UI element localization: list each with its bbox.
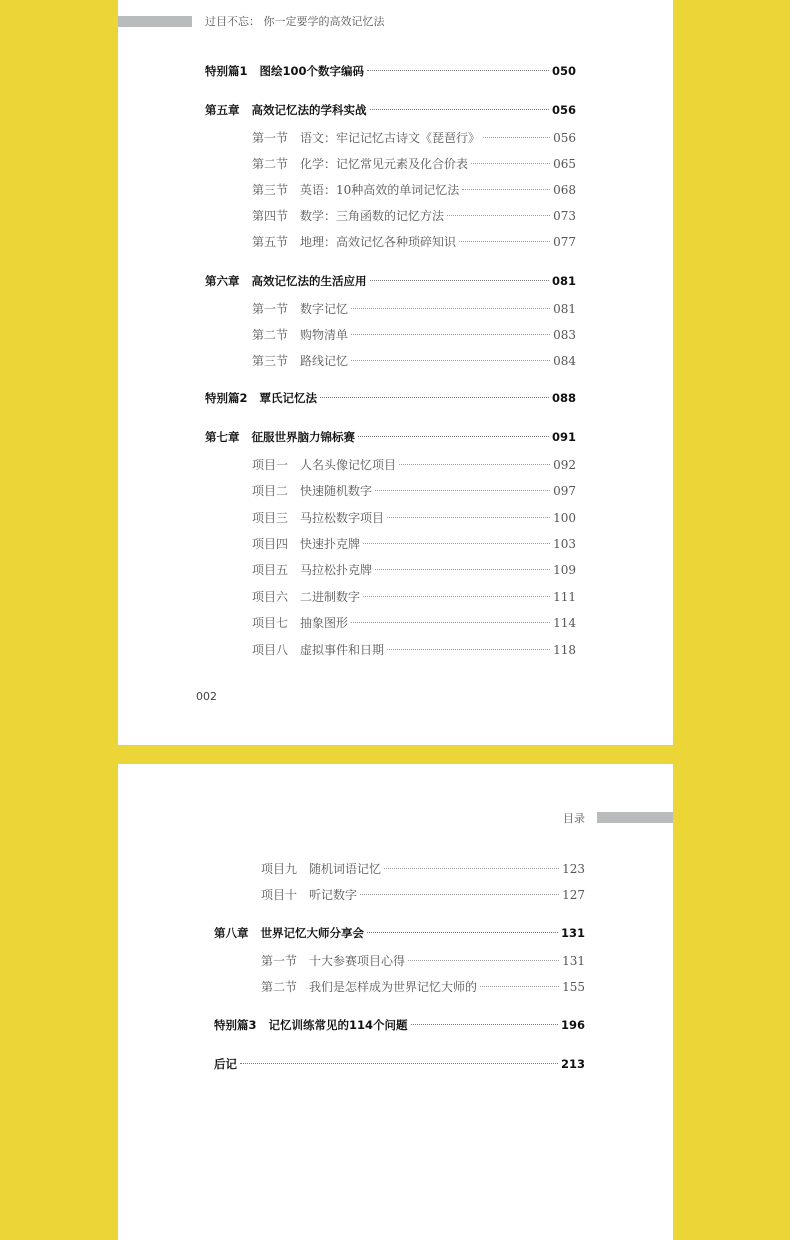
toc-chapter-row bbox=[205, 102, 576, 118]
toc-entry-page: 196 bbox=[560, 1018, 585, 1032]
toc-section-row bbox=[261, 886, 585, 903]
toc-page-right bbox=[118, 764, 673, 1240]
toc-entry-title: 虚拟事件和日期 bbox=[300, 643, 385, 657]
toc-section-row bbox=[252, 207, 576, 224]
toc-section-row bbox=[252, 233, 576, 250]
dot-leader bbox=[408, 960, 559, 961]
toc-entry-title: 马拉松数字项目 bbox=[300, 511, 385, 525]
toc-entry-label: 第一节 bbox=[252, 302, 289, 316]
dot-leader bbox=[411, 1024, 558, 1025]
dot-leader bbox=[351, 334, 550, 335]
toc-section-row bbox=[252, 588, 576, 605]
toc-section-row bbox=[252, 535, 576, 552]
toc-entry-label: 项目二 bbox=[252, 484, 289, 498]
toc-chapter-row bbox=[205, 63, 576, 79]
toc-entry-page: 123 bbox=[562, 862, 585, 876]
toc-section-row bbox=[252, 300, 576, 317]
dot-leader bbox=[360, 894, 559, 895]
toc-entry-label: 第一节 bbox=[252, 131, 289, 145]
toc-section-row bbox=[261, 978, 585, 995]
dot-leader bbox=[399, 464, 550, 465]
toc-entry-title: 覃氏记忆法 bbox=[259, 391, 318, 405]
toc-entry-title: 马拉松扑克牌 bbox=[300, 563, 373, 577]
toc-entry-title: 高效记忆法的生活应用 bbox=[251, 274, 367, 288]
toc-chapter-row bbox=[214, 925, 585, 941]
toc-entry-title: 记忆训练常见的114个问题 bbox=[268, 1018, 408, 1032]
toc-section-row bbox=[252, 509, 576, 526]
toc-entry-title: 十大参赛项目心得 bbox=[309, 954, 406, 968]
toc-chapter-row bbox=[214, 1056, 585, 1072]
toc-entry-title: 高效记忆法的学科实战 bbox=[251, 103, 367, 117]
toc-entry-label: 特别篇2 bbox=[205, 391, 248, 405]
dot-leader bbox=[384, 868, 559, 869]
toc-entry-page: 131 bbox=[560, 926, 585, 940]
dot-leader bbox=[483, 137, 550, 138]
toc-entry-page: 077 bbox=[553, 235, 576, 249]
dot-leader bbox=[367, 932, 558, 933]
toc-entry-page: 097 bbox=[553, 484, 576, 498]
dot-leader bbox=[480, 986, 559, 987]
toc-entry-title: 路线记忆 bbox=[300, 354, 349, 368]
dot-leader bbox=[471, 163, 550, 164]
toc-entry-label: 第三节 bbox=[252, 183, 289, 197]
toc-section-row bbox=[261, 860, 585, 877]
toc-entry-label: 项目四 bbox=[252, 537, 289, 551]
toc-entry-page: 056 bbox=[551, 103, 576, 117]
page-number: 002 bbox=[196, 690, 217, 703]
dot-leader bbox=[462, 189, 550, 190]
toc-entry-label: 项目一 bbox=[252, 458, 289, 472]
toc-entry-label: 第五章 bbox=[205, 103, 240, 117]
toc-section-row bbox=[252, 129, 576, 146]
toc-entry-label: 第二节 bbox=[252, 157, 289, 171]
toc-entry-page: 081 bbox=[553, 302, 576, 316]
toc-entry-label: 第七章 bbox=[205, 430, 240, 444]
toc-entry-title: 征服世界脑力锦标赛 bbox=[251, 430, 355, 444]
toc-entry-title: 化学：记忆常见元素及化合价表 bbox=[300, 157, 469, 171]
toc-entry-page: 111 bbox=[553, 590, 576, 604]
toc-entry-label: 第二节 bbox=[252, 328, 289, 342]
toc-entry-page: 083 bbox=[553, 328, 576, 342]
dot-leader bbox=[351, 360, 550, 361]
toc-entry-label: 特别篇3 bbox=[214, 1018, 257, 1032]
toc-entry-label: 第二节 bbox=[261, 980, 298, 994]
dot-leader bbox=[459, 241, 550, 242]
dot-leader bbox=[367, 70, 549, 71]
toc-entry-page: 065 bbox=[553, 157, 576, 171]
toc-entry-page: 118 bbox=[553, 643, 576, 657]
dot-leader bbox=[363, 543, 550, 544]
toc-entry-title: 快速随机数字 bbox=[300, 484, 373, 498]
toc-entry-label: 第一节 bbox=[261, 954, 298, 968]
toc-entry-title: 数字记忆 bbox=[300, 302, 349, 316]
toc-chapter-row bbox=[205, 429, 576, 445]
toc-section-row bbox=[252, 614, 576, 631]
toc-section-row bbox=[252, 155, 576, 172]
dot-leader bbox=[240, 1063, 558, 1064]
toc-entry-title: 我们是怎样成为世界记忆大师的 bbox=[309, 980, 478, 994]
toc-chapter-row bbox=[214, 1017, 585, 1033]
toc-section-row bbox=[261, 952, 585, 969]
dot-leader bbox=[387, 517, 550, 518]
toc-entry-page: 050 bbox=[551, 64, 576, 78]
toc-entry-page: 100 bbox=[553, 511, 576, 525]
toc-section-row bbox=[252, 181, 576, 198]
dot-leader bbox=[370, 109, 549, 110]
toc-entry-label: 项目十 bbox=[261, 888, 298, 902]
toc-entry-page: 114 bbox=[553, 616, 576, 630]
toc-entry-label: 项目三 bbox=[252, 511, 289, 525]
toc-entry-title: 快速扑克牌 bbox=[300, 537, 361, 551]
toc-section-row bbox=[252, 482, 576, 499]
header-bar bbox=[597, 812, 673, 823]
running-header: 目录 bbox=[563, 812, 585, 825]
dot-leader bbox=[375, 569, 550, 570]
toc-section-row bbox=[252, 641, 576, 658]
toc-entry-page: 081 bbox=[551, 274, 576, 288]
toc-entry-page: 084 bbox=[553, 354, 576, 368]
running-header: 过目不忘： 你一定要学的高效记忆法 bbox=[205, 15, 385, 28]
toc-entry-page: 155 bbox=[562, 980, 585, 994]
toc-chapter-row bbox=[205, 390, 576, 406]
toc-entry-page: 131 bbox=[562, 954, 585, 968]
toc-entry-label: 后记 bbox=[214, 1057, 237, 1071]
dot-leader bbox=[447, 215, 550, 216]
toc-entry-title: 随机词语记忆 bbox=[309, 862, 382, 876]
toc-entry-label: 第四节 bbox=[252, 209, 289, 223]
dot-leader bbox=[375, 490, 550, 491]
toc-chapter-row bbox=[205, 273, 576, 289]
toc-entry-label: 第六章 bbox=[205, 274, 240, 288]
toc-entry-label: 项目七 bbox=[252, 616, 289, 630]
toc-entry-page: 068 bbox=[553, 183, 576, 197]
dot-leader bbox=[358, 436, 549, 437]
toc-entry-title: 图绘100个数字编码 bbox=[259, 64, 365, 78]
toc-entry-page: 103 bbox=[553, 537, 576, 551]
toc-entry-title: 二进制数字 bbox=[300, 590, 361, 604]
toc-section-row bbox=[252, 352, 576, 369]
toc-entry-label: 第五节 bbox=[252, 235, 289, 249]
toc-entry-label: 项目六 bbox=[252, 590, 289, 604]
toc-entry-page: 213 bbox=[560, 1057, 585, 1071]
toc-entry-page: 109 bbox=[553, 563, 576, 577]
toc-page-left bbox=[118, 0, 673, 745]
dot-leader bbox=[387, 649, 550, 650]
toc-entry-title: 人名头像记忆项目 bbox=[300, 458, 397, 472]
toc-entry-label: 第三节 bbox=[252, 354, 289, 368]
toc-entry-page: 088 bbox=[551, 391, 576, 405]
toc-entry-title: 英语：10种高效的单词记忆法 bbox=[300, 183, 460, 197]
dot-leader bbox=[351, 308, 550, 309]
toc-entry-page: 127 bbox=[562, 888, 585, 902]
toc-section-row bbox=[252, 326, 576, 343]
dot-leader bbox=[363, 596, 550, 597]
toc-entry-title: 听记数字 bbox=[309, 888, 358, 902]
toc-entry-label: 项目五 bbox=[252, 563, 289, 577]
toc-entry-page: 092 bbox=[553, 458, 576, 472]
toc-entry-title: 数学：三角函数的记忆方法 bbox=[300, 209, 445, 223]
toc-entry-title: 购物清单 bbox=[300, 328, 349, 342]
toc-entry-label: 项目八 bbox=[252, 643, 289, 657]
dot-leader bbox=[370, 280, 549, 281]
toc-entry-label: 特别篇1 bbox=[205, 64, 248, 78]
toc-entry-title: 世界记忆大师分享会 bbox=[260, 926, 364, 940]
toc-entry-title: 抽象图形 bbox=[300, 616, 349, 630]
toc-section-row bbox=[252, 456, 576, 473]
toc-section-row bbox=[252, 561, 576, 578]
toc-entry-label: 第八章 bbox=[214, 926, 249, 940]
toc-entry-label: 项目九 bbox=[261, 862, 298, 876]
dot-leader bbox=[351, 622, 550, 623]
toc-entry-title: 地理：高效记忆各种琐碎知识 bbox=[300, 235, 457, 249]
toc-entry-page: 073 bbox=[553, 209, 576, 223]
dot-leader bbox=[320, 397, 549, 398]
toc-entry-page: 056 bbox=[553, 131, 576, 145]
toc-entry-title: 语文：牢记记忆古诗文《琵琶行》 bbox=[300, 131, 481, 145]
toc-entry-page: 091 bbox=[551, 430, 576, 444]
header-bar bbox=[118, 16, 192, 27]
